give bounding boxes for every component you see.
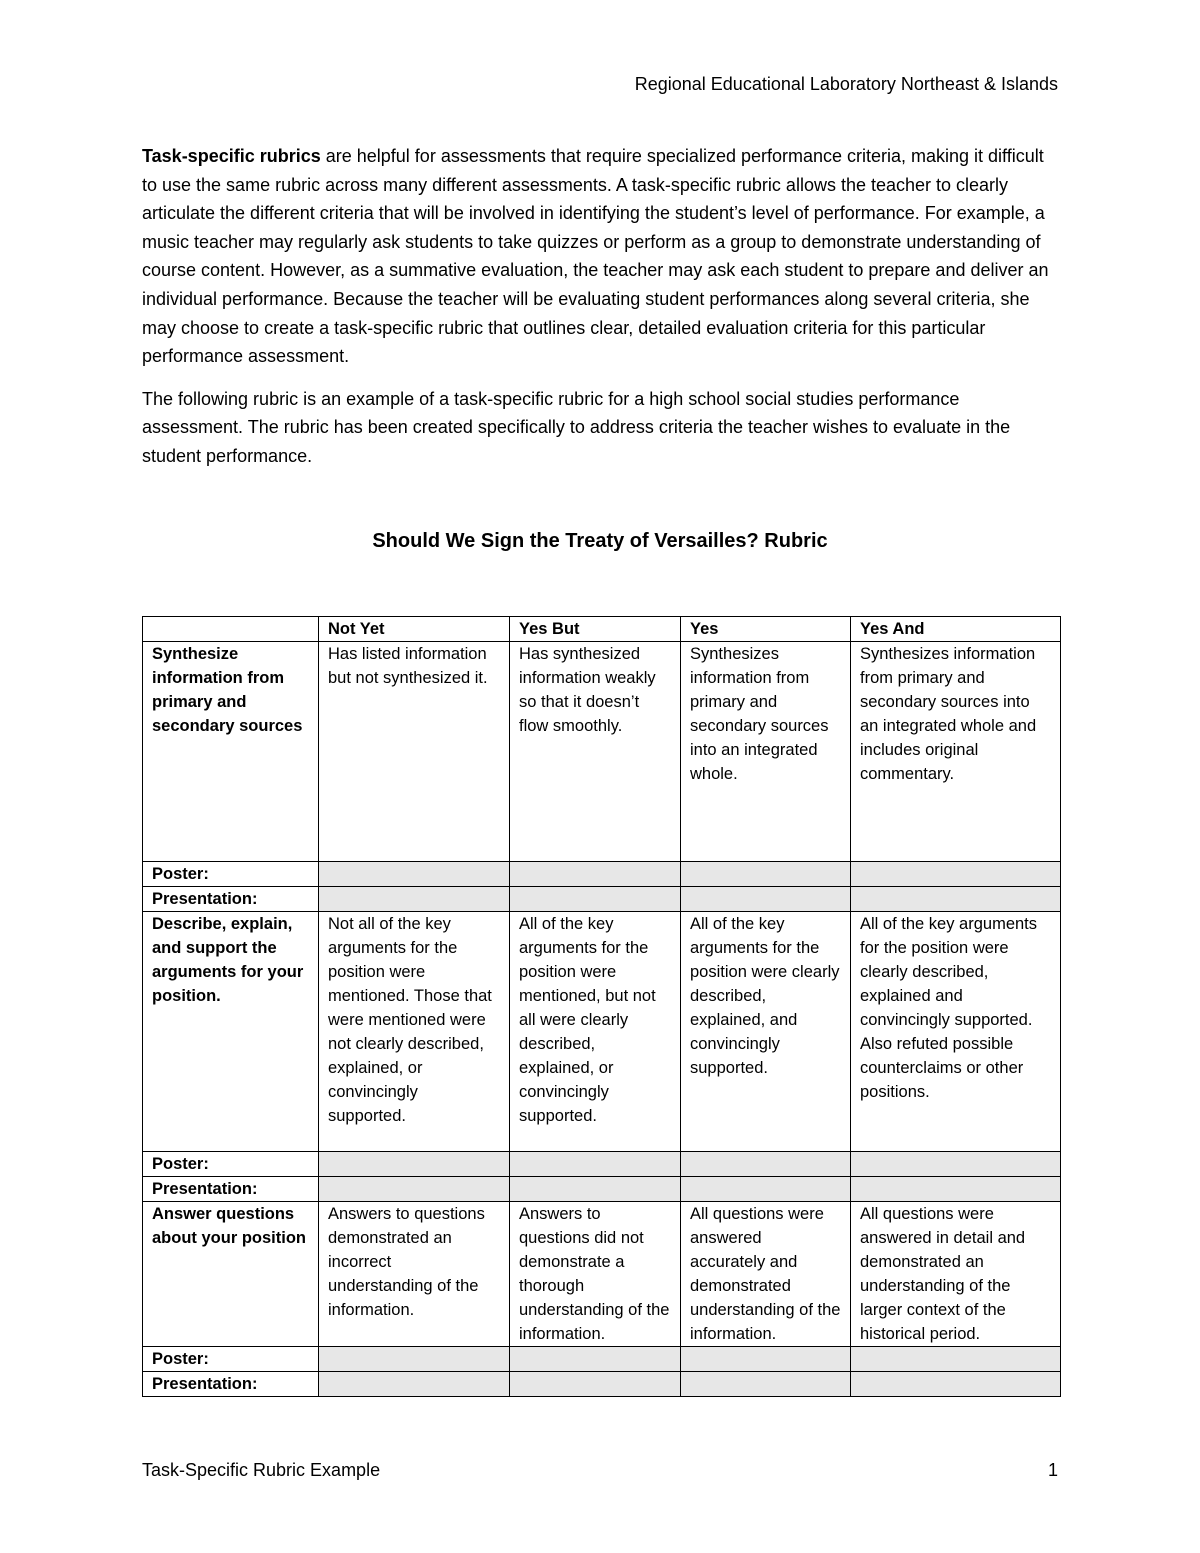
intro-paragraph-2: The following rubric is an example of a task-specific rubric for a high school social studies performance assessment. The rubric has been created specifically to address criteria the teacher wishes to evaluate in the student performance. [142,388,1011,466]
score-cell [851,862,1061,887]
poster-label: Poster: [143,1152,319,1177]
header-yes-and: Yes And [851,617,1061,642]
score-cell [319,1372,510,1397]
score-cell [510,1372,681,1397]
criterion-row [143,912,1061,1152]
score-cell [681,1372,851,1397]
criterion-row [143,1202,1061,1347]
poster-score-row [143,1347,1061,1372]
cell-not-yet: Has listed information but not synthesized it. [319,642,510,862]
header-row [143,617,1061,642]
poster-label: Poster: [143,1347,319,1372]
score-cell [681,1177,851,1202]
cell-not-yet: Not all of the key arguments for the position were mentioned. Those that were mentioned were not clearly described, explained, or convincingly supported. [319,912,510,1152]
score-cell [510,1152,681,1177]
header-not-yet: Not Yet [319,617,510,642]
intro-paragraph-1 [142,142,1060,371]
poster-score-row [143,1152,1061,1177]
score-cell [319,1152,510,1177]
page-number: 1 [1047,1460,1058,1480]
presentation-score-row [143,1177,1061,1202]
rubric-table [142,616,1061,1397]
criterion-name: Describe, explain, and support the arguments for your position. [143,912,319,1152]
header-yes: Yes [681,617,851,642]
cell-yes: All of the key arguments for the position were clearly described, explained, and convincingly supported. [681,912,851,1152]
intro-paragraph-1-text: are helpful for assessments that require specialized performance criteria, making it difficult to use the same rubric across many different assessments. A task-specific rubric allows the teacher to clearly articulate the different criteria that will be involved in identifying the student’s level of performance. For example, a music teacher may regularly ask students to take quizzes or perform as a group to demonstrate understanding of course content. However, as a summative evaluation, the teacher may ask each student to prepare and deliver an individual performance. Because the teacher will be evaluating student performances along several criteria, she may choose to create a task-specific rubric that outlines clear, detailed evaluation criteria for this particular performance assessment. [142,146,1049,367]
score-cell [681,887,851,912]
score-cell [851,1152,1061,1177]
cell-yes-and: Synthesizes information from primary and secondary sources into an integrated whole and includes original commentary. [851,642,1061,862]
term-highlight: Task-specific rubrics [142,146,321,166]
criterion-name: Synthesize information from primary and secondary sources [143,642,319,862]
score-cell [319,862,510,887]
footer-title: Task-Specific Rubric Example [142,1460,381,1480]
cell-yes-and: All of the key arguments for the position were clearly described, explained and convincingly supported. Also refuted possible counterclaims or other positions. [851,912,1061,1152]
criterion-row [143,642,1061,862]
score-cell [681,1152,851,1177]
score-cell [851,1177,1061,1202]
header-yes-but: Yes But [510,617,681,642]
score-cell [510,1177,681,1202]
score-cell [510,1347,681,1372]
presentation-score-row [143,1372,1061,1397]
cell-yes: Synthesizes information from primary and secondary sources into an integrated whole. [681,642,851,862]
score-cell [319,887,510,912]
score-cell [319,1347,510,1372]
poster-score-row [143,862,1061,887]
cell-yes-but: Has synthesized information weakly so that it doesn’t flow smoothly. [510,642,681,862]
presentation-label: Presentation: [143,1177,319,1202]
intro-text [142,142,1060,485]
poster-label: Poster: [143,862,319,887]
cell-yes-but: All of the key arguments for the position were mentioned, but not all were clearly described, explained, or convincingly supported. [510,912,681,1152]
score-cell [851,1347,1061,1372]
score-cell [681,862,851,887]
score-cell [319,1177,510,1202]
cell-yes-and: All questions were answered in detail and demonstrated an understanding of the larger context of the historical period. [851,1202,1061,1347]
score-cell [851,1372,1061,1397]
header-cell-empty [143,617,319,642]
page-header: Regional Educational Laboratory Northeast & Islands [634,74,1058,94]
score-cell [510,862,681,887]
cell-yes: All questions were answered accurately and demonstrated understanding of the information. [681,1202,851,1347]
rubric-title: Should We Sign the Treaty of Versailles? Rubric [372,530,828,552]
presentation-label: Presentation: [143,1372,319,1397]
criterion-name: Answer questions about your position [143,1202,319,1347]
score-cell [681,1347,851,1372]
score-cell [851,887,1061,912]
score-cell [510,887,681,912]
presentation-label: Presentation: [143,887,319,912]
cell-not-yet: Answers to questions demonstrated an incorrect understanding of the information. [319,1202,510,1347]
cell-yes-but: Answers to questions did not demonstrate a thorough understanding of the information. [510,1202,681,1347]
presentation-score-row [143,887,1061,912]
